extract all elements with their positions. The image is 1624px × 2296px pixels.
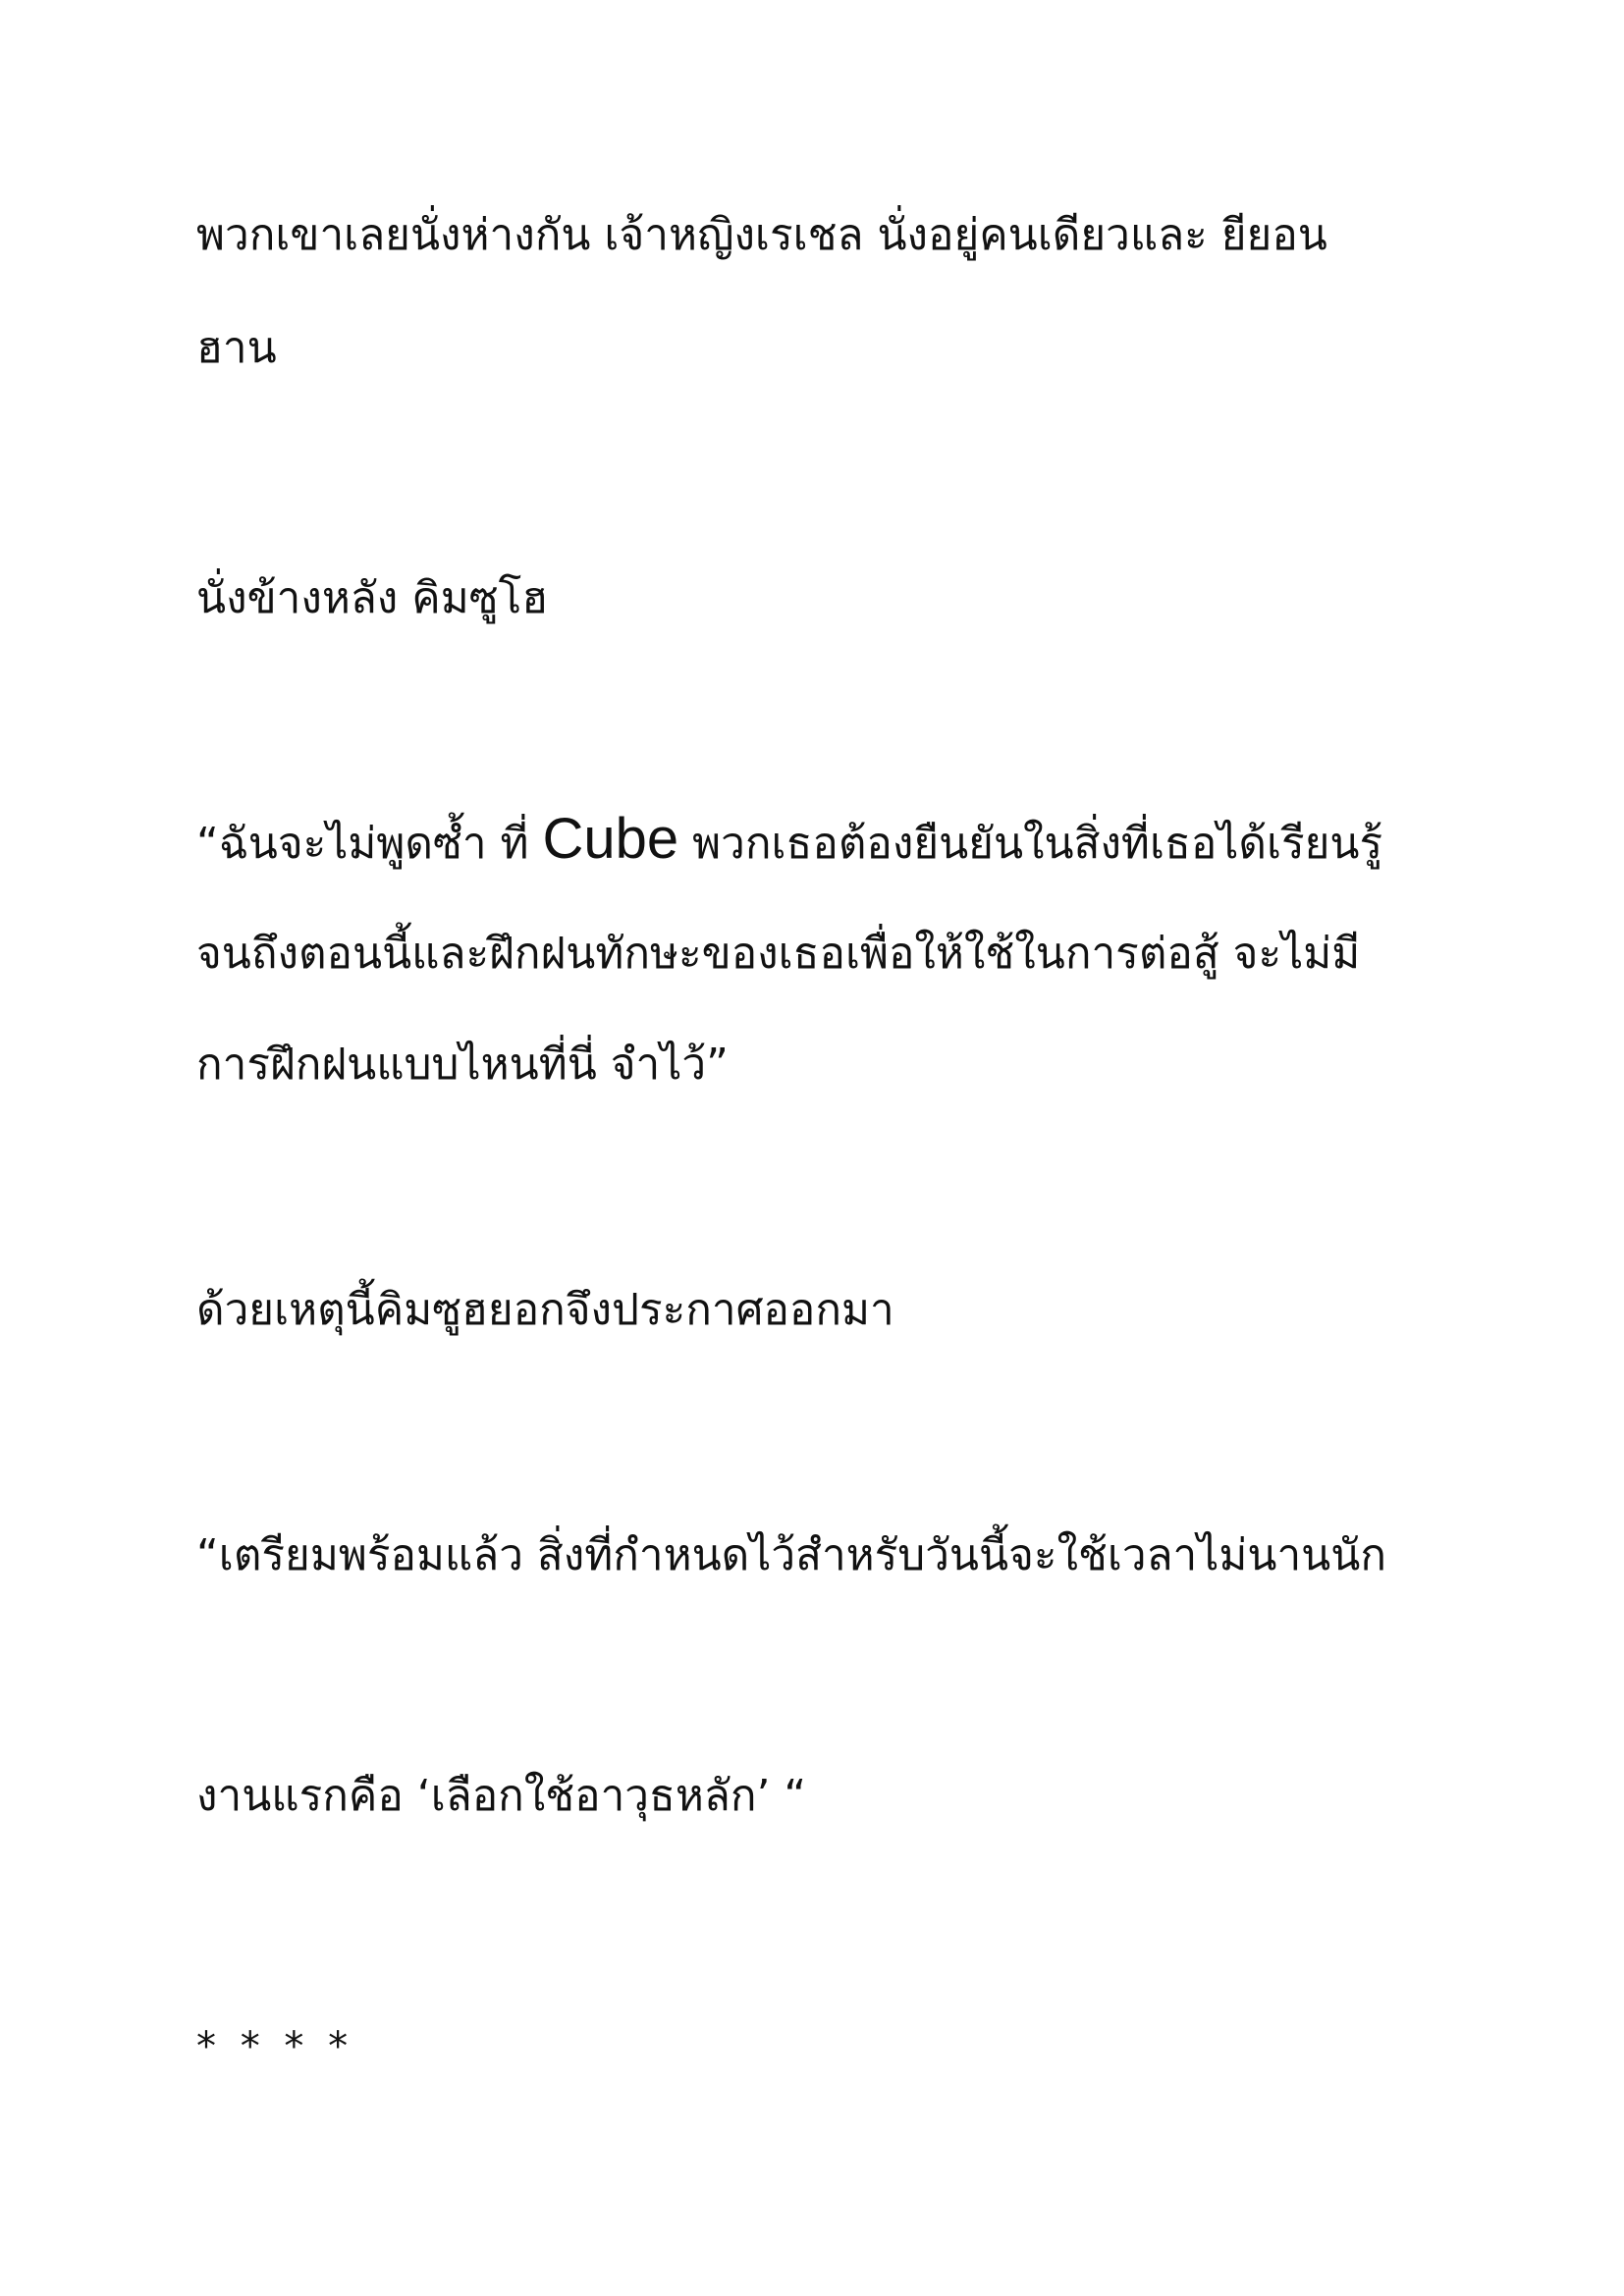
paragraph-2-line-1: นั่งข้างหลัง คิมซูโฮ (196, 573, 549, 623)
cube-word: Cube (542, 807, 679, 871)
paragraph-3-line-3: การฝึกฝนแบบไหนที่นี่ จำไว้” (196, 1040, 729, 1090)
quote-text-after: พวกเธอต้องยืนยันในสิ่งที่เธอได้เรียนรู้ (678, 819, 1383, 869)
paragraph-6-line-1: งานแรกคือ ‘เลือกใช้อาวุธหลัก’ “ (196, 1771, 807, 1821)
section-separator: * * * * (196, 2024, 354, 2069)
paragraph-1-line-1: พวกเขาเลยนั่งห่างกัน เจ้าหญิงเรเชล นั่งอยู่คนเดียวและ ยียอน (196, 210, 1327, 260)
paragraph-3-line-1 (196, 807, 1473, 874)
paragraph-4-line-1: ด้วยเหตุนี้คิมซูฮยอกจึงประกาศออกมา (196, 1285, 894, 1335)
paragraph-5-line-1: “เตรียมพร้อมแล้ว สิ่งที่กำหนดไว้สำหรับวันนี้จะใช้เวลาไม่นานนัก (196, 1530, 1386, 1580)
paragraph-3-line-2: จนถึงตอนนี้และฝึกฝนทักษะของเธอเพื่อให้ใช้ในการต่อสู้ จะไม่มี (196, 929, 1361, 979)
quote-text-before: “ฉันจะไม่พูดซ้ำ ที่ (196, 819, 543, 869)
paragraph-1-line-2: ฮาน (196, 323, 277, 373)
